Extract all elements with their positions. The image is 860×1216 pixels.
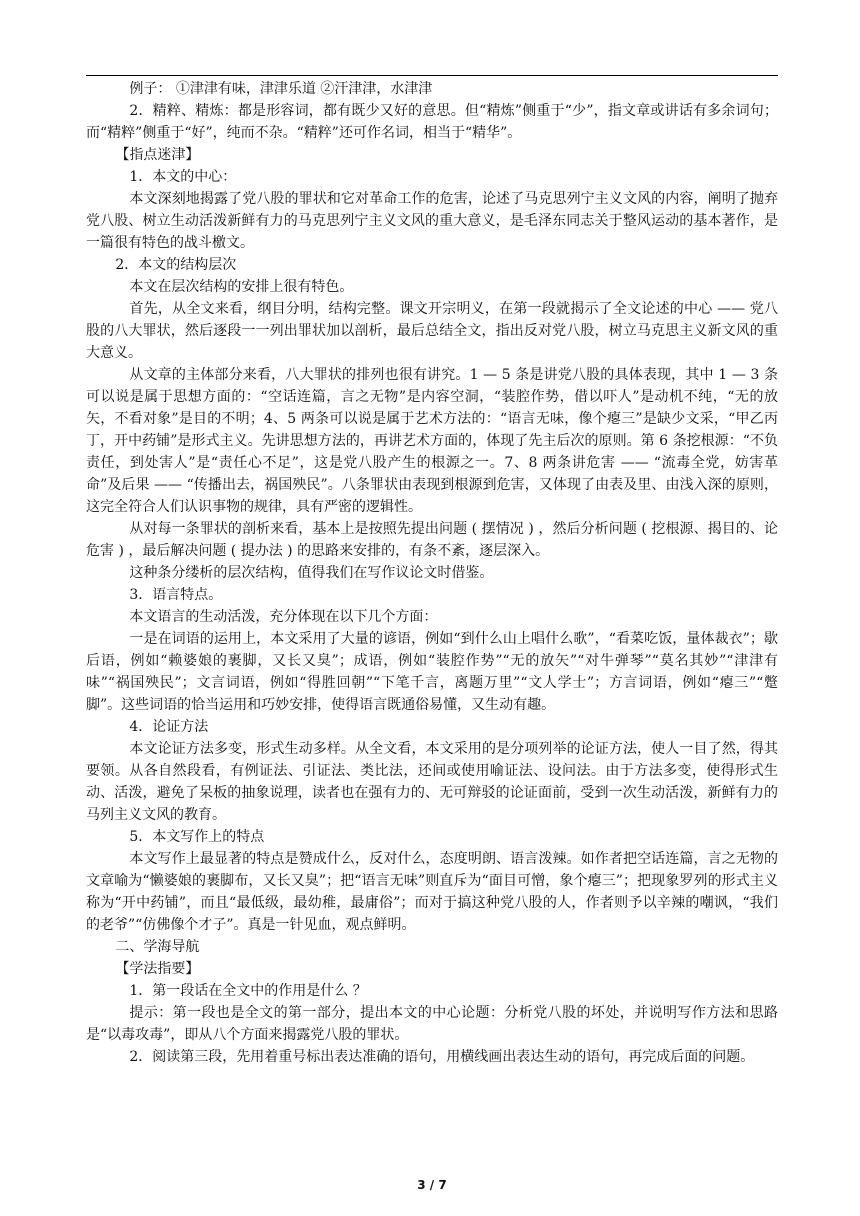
header-rule <box>86 75 778 76</box>
paragraph-argument: 本文论证方法多变，形式生动多样。从全文看，本文采用的是分项列举的论证方法，使人一目了然，得其要领。从各自然段看，有例证法、引证法、类比法，还间或使用喻证法、设问法。由于方法多变，使得形式生动、活泼，避免了呆板的抽象说理，读者也在强有力的、无可辩驳的论证面前，受到一次生动活泼，新鲜有力的马列主义文风的教育。 <box>86 741 778 823</box>
section-heading-study: 二、学海导航 <box>115 939 200 955</box>
section-heading-guide: 【指点迷津】 <box>115 147 200 163</box>
subheading-writing: 5．本文写作上的特点 <box>129 829 265 845</box>
paragraph-language-intro: 本文语言的生动活泼，充分体现在以下几个方面： <box>129 609 438 625</box>
paragraph-writing: 本文写作上最显著的特点是赞成什么，反对什么，态度明朗、语言泼辣。如作者把空话连篇，言之无物的文章喻为“懒婆娘的裹脚布，又长又臭”；把“语言无味”则直斥为“面目可憎，象个瘪三”；把现象罗列的形式主义称为“开中药铺”，而且“最低级，最幼稚，最庸俗”；而对于搞这种党八股的人，作者则予以辛辣的嘲讽，“我们的老爷”“仿佛像个才子”。真是一针见血，观点鲜明。 <box>86 851 778 933</box>
subheading-argument: 4．论证方法 <box>129 719 209 735</box>
paragraph-structure-intro: 本文在层次结构的安排上很有特色。 <box>129 279 354 295</box>
document-page <box>86 0 778 1216</box>
hint-1: 提示：第一段也是全文的第一部分，提出本文的中心论题：分析党八股的坏处，并说明写作方法和思路是“以毒攻毒”，即从八个方面来揭露党八股的罪状。 <box>86 1005 778 1043</box>
document-body <box>86 78 778 1068</box>
example-line: 例子： ①津津有味，津津乐道 ②汗津津，水津津 <box>129 81 433 97</box>
subheading-center: 1．本文的中心： <box>129 169 237 185</box>
subheading-language: 3．语言特点。 <box>129 587 223 603</box>
paragraph-center: 本文深刻地揭露了党八股的罪状和它对革命工作的危害，论述了马克思列宁主义文风的内容，阐明了抛弃党八股、树立生动活泼新鲜有力的马克思列宁主义文风的重大意义，是毛泽东同志关于整风运动的基本著作，是一篇很有特色的战斗檄文。 <box>86 191 778 251</box>
paragraph-language-words: 一是在词语的运用上，本文采用了大量的谚语，例如“到什么山上唱什么歌”，“看菜吃饭，量体裁衣”；歇后语，例如“赖婆娘的裹脚，又长又臭”；成语，例如“装腔作势”“无的放矢”“对牛弹琴”“莫名其妙”“津津有味”“祸国殃民”；文言词语，例如“得胜回朝”“下笔千言，离题万里”“文人学士”；方言词语，例如“瘪三”“蹩脚”。这些词语的恰当运用和巧妙安排，使得语言既通俗易懂，又生动有趣。 <box>86 631 778 713</box>
paragraph-structure-main: 从文章的主体部分来看，八大罪状的排列也很有讲究。1 — 5 条是讲党八股的具体表现，其中 1 — 3 条可以说是属于思想方面的：“空话连篇，言之无物”是内容空洞，“装腔作势，借以吓人”是动机不纯，“无的放矢，不看对象”是目的不明；4、5 两条可以说是属于艺术方法的：“语言无味，像个瘪三”是缺少文采，“甲乙丙丁，开中药铺”是形式主义。先讲思想方法的，再讲艺术方面的，体现了先主后次的原则。第 6 条挖根源：“不负责任，到处害人”是“责任心不足”，这是党八股产生的根源之一。7、8 两条讲危害 —— “流毒全党，妨害革命”及后果 —— “传播出去，祸国殃民”。八条罪状由表现到根源到危害，又体现了由表及里、由浅入深的原则，这完全符合人们认识事物的规律，具有严密的逻辑性。 <box>86 367 778 515</box>
vocab-item-2: 2．精粹、精炼：都是形容词，都有既少又好的意思。但“精炼”侧重于“少”，指文章或讲话有多余词句；而“精粹”侧重于“好”，纯而不杂。“精粹”还可作名词，相当于“精华”。 <box>86 103 778 141</box>
paragraph-structure-analysis: 从对每一条罪状的剖析来看，基本上是按照先提出问题 ( 摆情况 ) ，然后分析问题 ( 挖根源、揭目的、论危害 ) ，最后解决问题 ( 提办法 ) 的思路来安排的，有条不紊，逐层深入。 <box>86 521 778 559</box>
question-2: 2．阅读第三段，先用着重号标出表达准确的语句，用横线画出表达生动的语句，再完成后面的问题。 <box>129 1049 755 1065</box>
paragraph-structure-summary: 这种条分缕析的层次结构，值得我们在写作议论文时借鉴。 <box>129 565 494 581</box>
question-1: 1．第一段话在全文中的作用是什么 ？ <box>129 983 367 999</box>
subheading-structure: 2．本文的结构层次 <box>115 257 237 273</box>
paragraph-structure-overall: 首先，从全文来看，纲目分明，结构完整。课文开宗明义，在第一段就揭示了全文论述的中心 —— 党八股的八大罪状，然后逐段一一列出罪状加以剖析，最后总结全文，指出反对党八股，树立马克思主义新文风的重大意义。 <box>86 301 778 361</box>
page-number: 3 / 7 <box>417 1178 447 1192</box>
section-heading-method: 【学法指要】 <box>115 961 200 977</box>
